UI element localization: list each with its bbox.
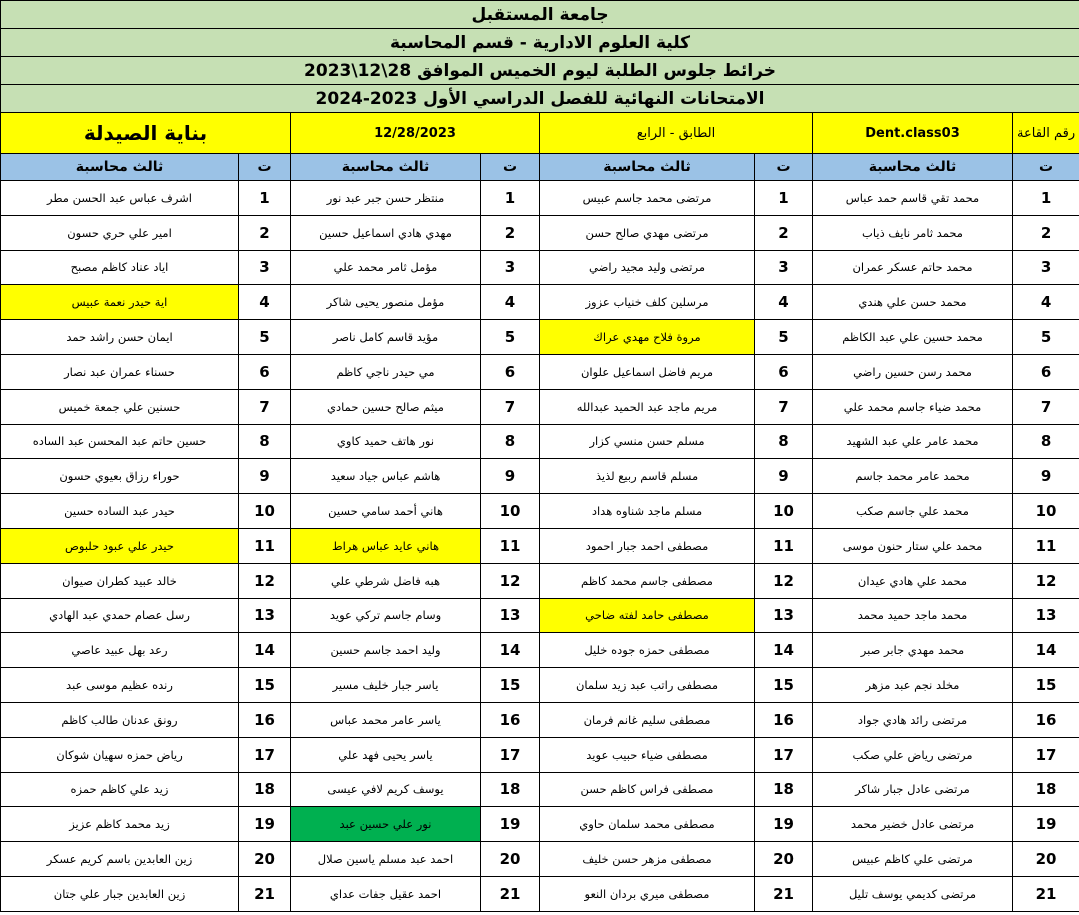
student-name: زين العابدين جبار علي جتان	[1, 876, 239, 911]
student-name: مصطفى محمد سلمان حاوي	[540, 807, 755, 842]
stage-header: ثالث محاسبة	[813, 154, 1013, 181]
student-name: مريم فاضل اسماعيل علوان	[540, 354, 755, 389]
student-name: ايمان حسن راشد حمد	[1, 320, 239, 355]
seq-number: 16	[481, 702, 540, 737]
hall-number-label: رقم القاعة	[1013, 113, 1079, 154]
seq-number: 13	[755, 598, 813, 633]
student-row	[1, 494, 1079, 529]
student-row	[1, 285, 1079, 320]
student-name: مروة فلاح مهدي عراك	[540, 320, 755, 355]
student-name: مصطفى حامد لفته ضاحي	[540, 598, 755, 633]
seq-number: 1	[239, 181, 291, 216]
seq-number: 5	[1013, 320, 1079, 355]
student-name: رسل عصام حمدي عبد الهادي	[1, 598, 239, 633]
student-name: مي حيدر ناجي كاظم	[291, 354, 481, 389]
seq-number: 19	[755, 807, 813, 842]
student-row	[1, 528, 1079, 563]
student-name: محمد رسن حسين راضي	[813, 354, 1013, 389]
student-name: مخلد نجم عبد مزهر	[813, 668, 1013, 703]
seq-number: 9	[481, 459, 540, 494]
student-name: ياسر يحيى فهد علي	[291, 737, 481, 772]
seq-number: 2	[755, 215, 813, 250]
student-name: حسنين علي جمعة خميس	[1, 389, 239, 424]
student-row	[1, 842, 1079, 877]
seq-number: 19	[239, 807, 291, 842]
seq-number: 5	[755, 320, 813, 355]
student-row	[1, 320, 1079, 355]
seq-number: 14	[1013, 633, 1079, 668]
student-name: يوسف كريم لافي عيسى	[291, 772, 481, 807]
student-name: محمد مهدي جابر صبر	[813, 633, 1013, 668]
seq-number: 18	[239, 772, 291, 807]
student-name: مصطفى ضياء حبيب عويد	[540, 737, 755, 772]
seq-number: 12	[481, 563, 540, 598]
seq-number: 4	[1013, 285, 1079, 320]
student-name: محمد علي ستار حنون موسى	[813, 528, 1013, 563]
student-name: محمد حسين علي عبد الكاظم	[813, 320, 1013, 355]
college-department-title: كلية العلوم الادارية - قسم المحاسبة	[1, 29, 1079, 57]
seq-number: 1	[481, 181, 540, 216]
student-name: زيد محمد كاظم عزيز	[1, 807, 239, 842]
student-name: نور علي حسين عبد	[291, 807, 481, 842]
seq-number: 14	[755, 633, 813, 668]
seq-number: 4	[755, 285, 813, 320]
student-name: مرتضى رياض علي صكب	[813, 737, 1013, 772]
student-row	[1, 737, 1079, 772]
seq-number: 12	[239, 563, 291, 598]
student-name: محمد ثامر نايف ذياب	[813, 215, 1013, 250]
student-name: هاشم عباس جياد سعيد	[291, 459, 481, 494]
seq-number: 12	[1013, 563, 1079, 598]
student-name: مسلم قاسم ربيع لذيذ	[540, 459, 755, 494]
student-name: مرتضى عادل خضير محمد	[813, 807, 1013, 842]
student-name: مرتضى مهدي صالح حسن	[540, 215, 755, 250]
student-name: اشرف عباس عبد الحسن مطر	[1, 181, 239, 216]
seq-number: 11	[755, 528, 813, 563]
student-name: مهدي هادي اسماعيل حسين	[291, 215, 481, 250]
student-name: مسلم حسن منسي كزار	[540, 424, 755, 459]
student-row	[1, 633, 1079, 668]
seating-map-date-title: خرائط جلوس الطلبة ليوم الخميس الموافق 28\12\2023	[1, 57, 1079, 85]
student-name: مؤيد قاسم كامل ناصر	[291, 320, 481, 355]
student-row	[1, 563, 1079, 598]
student-name: احمد عبد مسلم ياسين صلال	[291, 842, 481, 877]
seq-number: 12	[755, 563, 813, 598]
student-name: مرتضى عادل جبار شاكر	[813, 772, 1013, 807]
student-row	[1, 181, 1079, 216]
exam-date: 12/28/2023	[291, 113, 540, 154]
seq-number: 21	[481, 876, 540, 911]
stage-header: ثالث محاسبة	[291, 154, 481, 181]
student-name: مرتضى كديمي يوسف تليل	[813, 876, 1013, 911]
seq-number: 3	[239, 250, 291, 285]
seq-number: 10	[239, 494, 291, 529]
seq-number: 13	[239, 598, 291, 633]
seq-number: 8	[755, 424, 813, 459]
student-row	[1, 876, 1079, 911]
student-name: مسلم ماجد شناوه هداد	[540, 494, 755, 529]
seq-header: ت	[755, 154, 813, 181]
seq-header: ت	[481, 154, 540, 181]
seq-number: 19	[481, 807, 540, 842]
seq-number: 8	[239, 424, 291, 459]
student-name: زيد علي كاظم حمزه	[1, 772, 239, 807]
seq-number: 13	[481, 598, 540, 633]
student-row	[1, 668, 1079, 703]
seq-number: 2	[481, 215, 540, 250]
seq-number: 15	[481, 668, 540, 703]
seq-number: 18	[755, 772, 813, 807]
student-name: مصطفى مزهر حسن خليف	[540, 842, 755, 877]
seq-number: 10	[755, 494, 813, 529]
exam-semester-title: الامتحانات النهائية للفصل الدراسي الأول 2023-2024	[1, 85, 1079, 113]
student-name: حسناء عمران عبد نصار	[1, 354, 239, 389]
seq-number: 5	[481, 320, 540, 355]
student-name: رعد بهل عبيد عاصي	[1, 633, 239, 668]
seq-number: 16	[1013, 702, 1079, 737]
student-name: ميثم صالح حسين حمادي	[291, 389, 481, 424]
student-name: مؤمل ثامر محمد علي	[291, 250, 481, 285]
seq-number: 9	[239, 459, 291, 494]
student-row	[1, 215, 1079, 250]
student-name: نور هاتف حميد كاوي	[291, 424, 481, 459]
seq-number: 20	[239, 842, 291, 877]
seq-number: 7	[755, 389, 813, 424]
student-name: وسام جاسم تركي عويد	[291, 598, 481, 633]
student-name: احمد عقيل جفات عداي	[291, 876, 481, 911]
seq-number: 20	[755, 842, 813, 877]
student-name: ياسر عامر محمد عباس	[291, 702, 481, 737]
student-row	[1, 772, 1079, 807]
student-name: محمد ماجد حميد محمد	[813, 598, 1013, 633]
student-name: خالد عبيد كطران صيوان	[1, 563, 239, 598]
seq-number: 6	[1013, 354, 1079, 389]
student-name: محمد حسن علي هندي	[813, 285, 1013, 320]
seq-number: 14	[239, 633, 291, 668]
student-name: اية حيدر نعمة عبيس	[1, 285, 239, 320]
seq-number: 8	[481, 424, 540, 459]
seq-number: 10	[1013, 494, 1079, 529]
student-name: محمد ضياء جاسم محمد علي	[813, 389, 1013, 424]
seq-number: 9	[755, 459, 813, 494]
seq-number: 1	[1013, 181, 1079, 216]
student-name: هاني أحمد سامي حسين	[291, 494, 481, 529]
student-name: مرتضى علي كاظم عبيس	[813, 842, 1013, 877]
seq-number: 13	[1013, 598, 1079, 633]
seq-number: 7	[1013, 389, 1079, 424]
seq-number: 11	[1013, 528, 1079, 563]
university-title: جامعة المستقبل	[1, 1, 1079, 29]
student-row	[1, 807, 1079, 842]
seq-header: ت	[1013, 154, 1079, 181]
seq-number: 17	[755, 737, 813, 772]
student-name: مرتضى وليد مجيد راضي	[540, 250, 755, 285]
seq-number: 3	[755, 250, 813, 285]
seq-number: 4	[239, 285, 291, 320]
seq-number: 9	[1013, 459, 1079, 494]
seq-number: 2	[1013, 215, 1079, 250]
student-name: مصطفى احمد جبار احمود	[540, 528, 755, 563]
student-name: رونق عدنان طالب كاظم	[1, 702, 239, 737]
seq-number: 11	[239, 528, 291, 563]
seq-number: 18	[481, 772, 540, 807]
seq-number: 1	[755, 181, 813, 216]
seq-number: 17	[239, 737, 291, 772]
seq-number: 6	[481, 354, 540, 389]
student-name: مؤمل منصور يحيى شاكر	[291, 285, 481, 320]
student-name: مصطفى حمزه جوده خليل	[540, 633, 755, 668]
seq-number: 19	[1013, 807, 1079, 842]
floor-name: الطابق - الرابع	[540, 113, 813, 154]
seq-header: ت	[239, 154, 291, 181]
student-name: ياسر جبار خليف مسير	[291, 668, 481, 703]
seq-number: 20	[1013, 842, 1079, 877]
stage-header: ثالث محاسبة	[540, 154, 755, 181]
student-row	[1, 459, 1079, 494]
student-name: مصطفى سليم غانم فرمان	[540, 702, 755, 737]
student-name: مصطفى راتب عبد زيد سلمان	[540, 668, 755, 703]
hall-code: Dent.class03	[813, 113, 1013, 154]
seq-number: 15	[1013, 668, 1079, 703]
stage-header: ثالث محاسبة	[1, 154, 239, 181]
seq-number: 7	[239, 389, 291, 424]
student-name: مصطفى جاسم محمد كاظم	[540, 563, 755, 598]
seq-number: 21	[1013, 876, 1079, 911]
seq-number: 17	[1013, 737, 1079, 772]
student-name: حوراء رزاق بعيوي حسون	[1, 459, 239, 494]
student-row	[1, 598, 1079, 633]
student-row	[1, 424, 1079, 459]
student-name: حيدر علي عبود حلبوص	[1, 528, 239, 563]
seq-number: 21	[755, 876, 813, 911]
seq-number: 21	[239, 876, 291, 911]
student-name: هاني عايد عباس هراط	[291, 528, 481, 563]
student-name: محمد عامر محمد جاسم	[813, 459, 1013, 494]
student-row	[1, 389, 1079, 424]
seq-number: 18	[1013, 772, 1079, 807]
student-name: محمد علي هادي عيدان	[813, 563, 1013, 598]
student-name: محمد عامر علي عبد الشهيد	[813, 424, 1013, 459]
seq-number: 5	[239, 320, 291, 355]
seq-number: 4	[481, 285, 540, 320]
seq-number: 7	[481, 389, 540, 424]
seq-number: 6	[755, 354, 813, 389]
seq-number: 2	[239, 215, 291, 250]
seq-number: 15	[755, 668, 813, 703]
student-name: مرتضى رائد هادي جواد	[813, 702, 1013, 737]
student-name: حيدر عبد الساده حسين	[1, 494, 239, 529]
student-row	[1, 250, 1079, 285]
seq-number: 14	[481, 633, 540, 668]
seq-number: 3	[481, 250, 540, 285]
student-name: رنده عظيم موسى عبد	[1, 668, 239, 703]
seq-number: 6	[239, 354, 291, 389]
student-name: هبه فاضل شرطي علي	[291, 563, 481, 598]
student-name: امير علي حري حسون	[1, 215, 239, 250]
building-name: بناية الصيدلة	[1, 113, 291, 154]
student-name: مريم ماجد عبد الحميد عبدالله	[540, 389, 755, 424]
student-name: حسين حاتم عبد المحسن عبد الساده	[1, 424, 239, 459]
student-name: مرسلين كلف خنياب عزوز	[540, 285, 755, 320]
student-name: محمد علي جاسم صكب	[813, 494, 1013, 529]
student-name: منتظر حسن جبر عبد نور	[291, 181, 481, 216]
seq-number: 16	[239, 702, 291, 737]
student-row	[1, 702, 1079, 737]
seq-number: 8	[1013, 424, 1079, 459]
seq-number: 16	[755, 702, 813, 737]
student-name: مرتضى محمد جاسم عبيس	[540, 181, 755, 216]
student-name: محمد حاتم عسكر عمران	[813, 250, 1013, 285]
student-name: محمد تقي قاسم حمد عباس	[813, 181, 1013, 216]
student-name: وليد احمد جاسم حسين	[291, 633, 481, 668]
seq-number: 15	[239, 668, 291, 703]
seq-number: 17	[481, 737, 540, 772]
student-name: مصطفى فراس كاظم حسن	[540, 772, 755, 807]
student-name: اياد عناد كاظم مصبح	[1, 250, 239, 285]
seq-number: 11	[481, 528, 540, 563]
student-name: زين العابدين باسم كريم عسكر	[1, 842, 239, 877]
seq-number: 10	[481, 494, 540, 529]
student-name: رياض حمزه سهيان شوكان	[1, 737, 239, 772]
seq-number: 3	[1013, 250, 1079, 285]
student-row	[1, 354, 1079, 389]
seq-number: 20	[481, 842, 540, 877]
student-name: مصطفى ميري بردان النعو	[540, 876, 755, 911]
